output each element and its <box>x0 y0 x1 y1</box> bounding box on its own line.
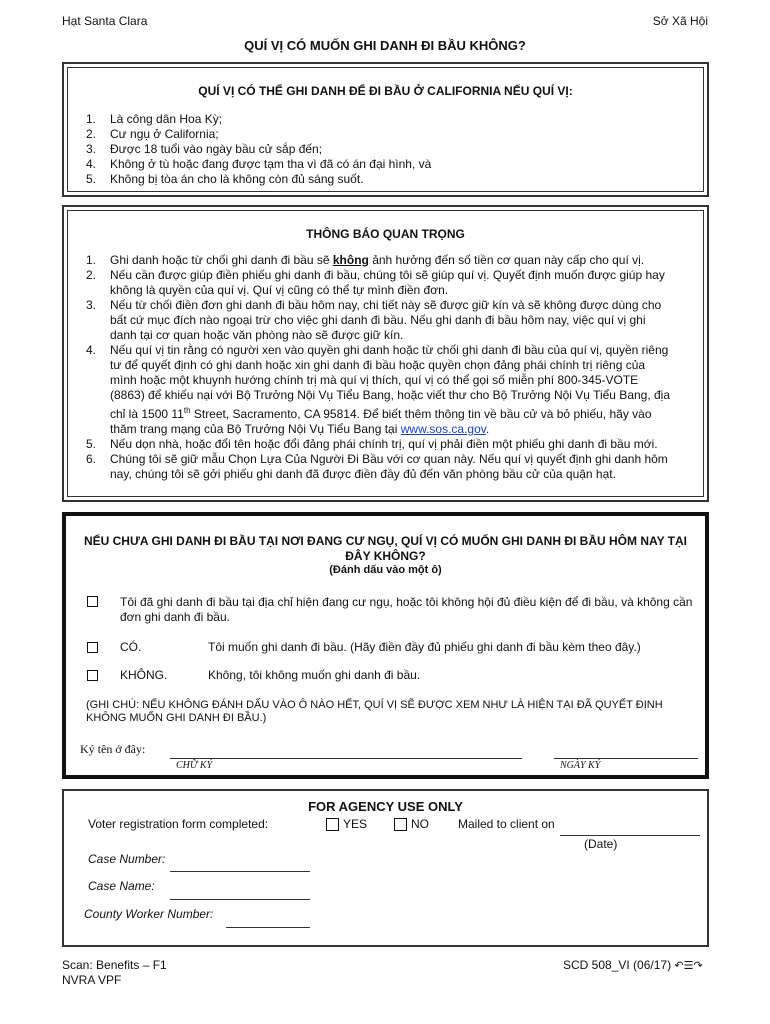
signature-line[interactable] <box>170 758 522 759</box>
case-number-label: Case Number: <box>88 852 166 866</box>
option-already-registered-checkbox[interactable] <box>87 596 98 607</box>
option-already-registered-text: Tôi đã ghi danh đi bầu tại địa chỉ hiện đang cư ngụ, hoặc tôi không hội đủ điều kiện để đi bầu, và không cần đơn ghi danh đi bầu. <box>120 595 693 624</box>
case-number-line[interactable] <box>170 871 310 872</box>
sign-here-label: Ký tên ở đây: <box>80 742 146 756</box>
question-note: (GHI CHÚ: NẾU KHÔNG ĐÁNH DẤU VÀO Ô NÀO HẾT, QUÍ VỊ SẼ ĐƯỢC XEM NHƯ LÀ HIỆN TẠI ĐÃ QUYẾT ĐỊNH KHÔNG MUỐN GHI DANH ĐI BẦU.) <box>86 699 663 724</box>
eligibility-item: 4. Không ở tù hoặc đang được tạm tha vì đã có án đại hình, và <box>86 157 432 171</box>
agency-title: FOR AGENCY USE ONLY <box>308 799 463 814</box>
agency-use-box <box>62 789 709 947</box>
option-no-text: Không, tôi không muốn ghi danh đi bầu. <box>208 668 421 682</box>
mailed-date-line[interactable] <box>560 835 700 836</box>
county-worker-number-label: County Worker Number: <box>84 907 214 921</box>
notice-item: 5. Nếu dọn nhà, hoặc đổi tên hoặc đổi đảng phái chính trị, quí vị phải điền một phiếu ghi danh đi bầu mới. <box>86 437 658 451</box>
notice-item: 6. Chúng tôi sẽ giữ mẫu Chọn Lựa Của Người Đi Bầu với cơ quan này. Nếu quí vị quyết định ghi danh hôm nay, chúng tôi sẽ gởi phiếu ghi danh đã được điền đầy đủ đến văn phòng bầu cử của quận hạt. <box>86 452 668 481</box>
nvra-label: NVRA VPF <box>62 973 122 987</box>
notice-box <box>62 205 709 502</box>
emphasis-not: không <box>332 253 369 267</box>
notice-title: THÔNG BÁO QUAN TRỌNG <box>306 227 465 241</box>
eligibility-list <box>68 112 703 187</box>
eligibility-item: 3. Được 18 tuổi vào ngày bầu cử sắp đến; <box>86 142 323 156</box>
eligibility-item: 5. Không bị tòa án cho là không còn đủ sáng suốt. <box>86 172 364 186</box>
option-yes-text: Tôi muốn ghi danh đi bầu. (Hãy điền đầy đủ phiếu ghi danh đi bầu kèm theo đây.) <box>208 640 641 654</box>
eligibility-title: QUÍ VỊ CÓ THỂ GHI DANH ĐỂ ĐI BẦU Ở CALIFORNIA NẾU QUÍ VỊ: <box>198 84 573 98</box>
recycle-icon: ↶☰↷ <box>674 960 703 972</box>
county-worker-number-line[interactable] <box>226 927 310 928</box>
question-instruction: (Đánh dấu vào một ô) <box>329 564 442 576</box>
eligibility-item: 1. Là công dân Hoa Kỳ; <box>86 112 223 126</box>
registration-question-box <box>62 512 709 779</box>
notice-item: 1. Ghi danh hoặc từ chối ghi danh đi bầu sẽ không ảnh hưởng đến số tiền cơ quan này cấp cho quí vị. <box>86 253 645 267</box>
notice-item: 2. Nếu cần được giúp điền phiếu ghi danh đi bầu, chúng tôi sẽ giúp quí vị. Quyết định muốn được giúp hay không là quyền của quí vị. Quí vị cũng có thể tự mình điền đơn. <box>86 268 665 297</box>
form-id: SCD 508_VI (06/17) ↶☰↷ <box>563 958 703 972</box>
department-name: Sở Xã Hội <box>652 14 708 28</box>
form-completed-no-checkbox[interactable] <box>394 818 407 831</box>
county-name: Hạt Santa Clara <box>62 14 148 28</box>
eligibility-item: 2. Cư ngụ ở California; <box>86 127 219 141</box>
date-signed-line[interactable] <box>554 758 698 759</box>
signature-caption: CHỮ KÝ <box>176 760 213 771</box>
option-yes-label: CÓ. <box>120 640 142 654</box>
eligibility-box <box>62 62 709 197</box>
date-signed-caption: NGÀY KÝ <box>560 760 601 771</box>
notice-item: 3. Nếu từ chối điền đơn ghi danh đi bầu hôm nay, chi tiết này sẽ được giữ kín và sẽ không được dùng cho bất cứ mục đích nào ngoại trừ cho việc ghi danh đi bầu. Nếu ghi danh đi bầu hôm nay, việc quí vị ghi danh tại cơ quan hoặc văn phòng nào sẽ được giữ kín. <box>86 298 662 342</box>
option-yes-checkbox[interactable] <box>87 642 98 653</box>
case-name-label: Case Name: <box>88 879 155 893</box>
mailed-to-client-label: Mailed to client on <box>458 817 555 831</box>
scan-label: Scan: Benefits – F1 <box>62 958 167 972</box>
form-completed-label: Voter registration form completed: <box>88 817 269 831</box>
option-no-checkbox[interactable] <box>87 670 98 681</box>
form-completed-no-label: NO <box>411 817 429 831</box>
sos-website-link[interactable]: www.sos.ca.gov <box>400 422 486 436</box>
notice-item: 4. Nếu quí vị tin rằng có người xen vào quyền ghi danh hoặc từ chối ghi danh đi bầu của quí vị, quyền riêng tư để quyết định có ghi danh hoặc xin ghi danh đi bầu hoặc quyền chọn đảng phái chính trị riêng của mình hoặc một khuynh hướng chính trị mà quí vị thích, quí vị có thể gọi số miễn phí 800-345-VOTE (8863) để khiếu nại với Bộ Trưởng Nội Vụ Tiểu Bang, hoặc viết thư cho Bộ Trưởng Nội Vụ Tiểu Bang, địa chỉ là 1500 11th Street, Sacramento, CA 95814. Để biết thêm thông tin về bầu cử và bỏ phiếu, hãy vào thăm trang mạng của Bộ Trưởng Nội Vụ Tiểu Bang tại www.sos.ca.gov. <box>86 343 671 436</box>
question-title: NẾU CHƯA GHI DANH ĐI BẦU TẠI NƠI ĐANG CƯ NGỤ, QUÍ VỊ CÓ MUỐN GHI DANH ĐI BẦU HÔM NAY TẠI ĐÂY KHÔNG? <box>83 534 688 563</box>
notice-list <box>68 253 703 482</box>
case-name-line[interactable] <box>170 899 310 900</box>
form-completed-yes-label: YES <box>343 817 368 831</box>
page-title: QUÍ VỊ CÓ MUỐN GHI DANH ĐI BẦU KHÔNG? <box>244 38 526 53</box>
option-no-label: KHÔNG. <box>120 668 168 682</box>
mailed-date-caption: (Date) <box>584 837 618 851</box>
form-completed-yes-checkbox[interactable] <box>326 818 339 831</box>
